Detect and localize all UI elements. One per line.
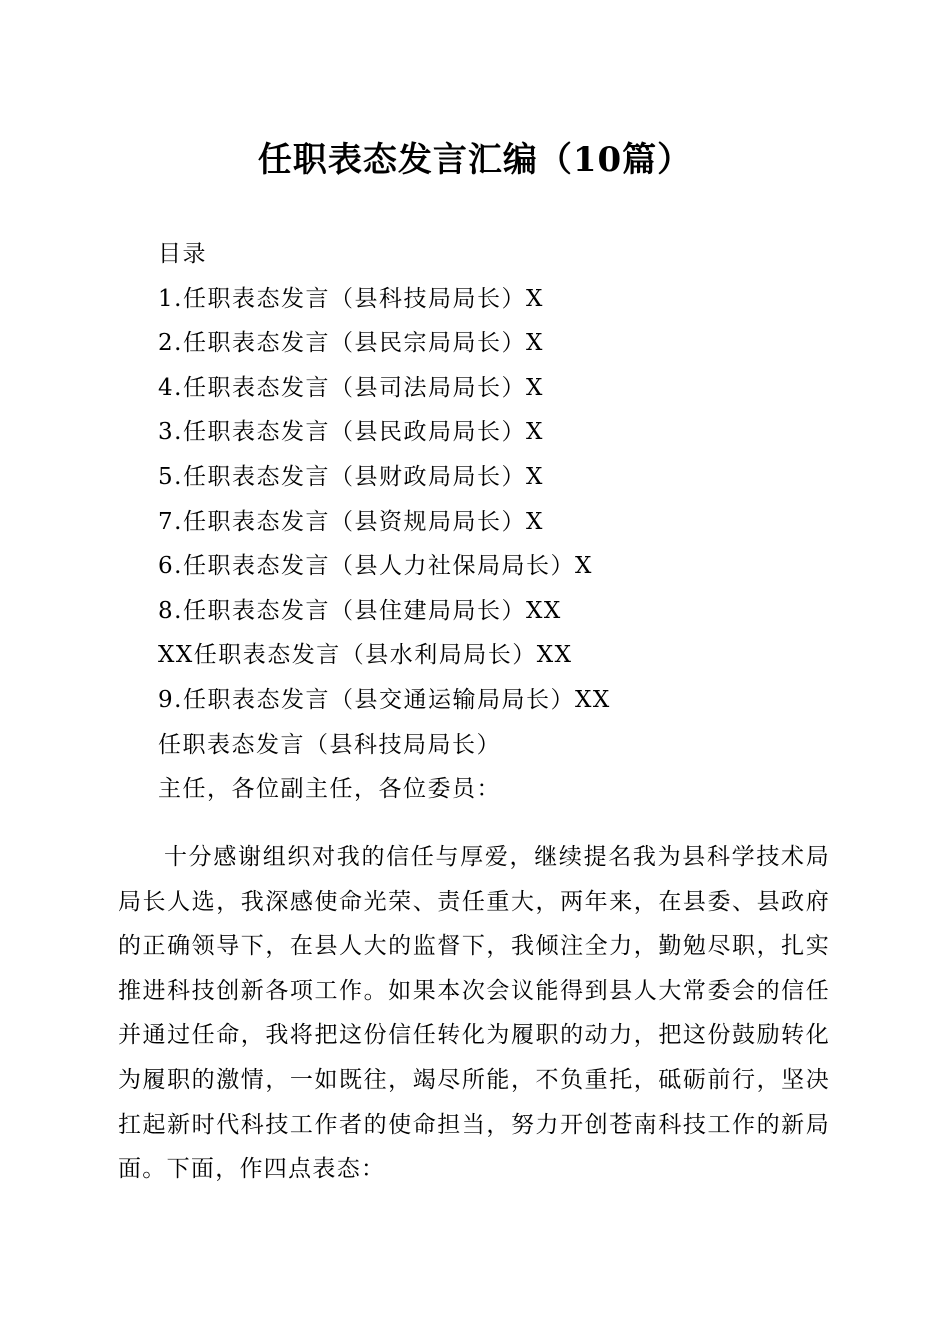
- document-title: 任职表态发言汇编（10篇）: [257, 140, 693, 180]
- toc-item: 8.任职表态发言（县住建局局长）XX: [158, 597, 562, 624]
- toc-item: 4.任职表态发言（县司法局局长）X: [158, 374, 544, 401]
- speech-title: 任职表态发言（县科技局局长）: [158, 731, 501, 758]
- toc-item: 2.任职表态发言（县民宗局局长）X: [158, 330, 544, 357]
- toc-item: 7.任职表态发言（县资规局局长）X: [158, 508, 544, 535]
- table-of-contents: [158, 232, 858, 812]
- toc-item: 3.任职表态发言（县民政局局长）X: [158, 419, 544, 446]
- body-paragraph: 十分感谢组织对我的信任与厚爱，继续提名我为县科学技术局局长人选，我深感使命光荣、责任重大，两年来，在县委、县政府的正确领导下，在县人大的监督下，我倾注全力，勤勉尽职，扎实推进科技创新各项工作。如果本次会议能得到县人大常委会的信任并通过任命，我将把这份信任转化为履职的动力，把这份鼓励转化为履职的激情，一如既往，竭尽所能，不负重托，砥砺前行，坚决扛起新时代科技工作者的使命担当，努力开创苍南科技工作的新局面。下面，作四点表态：: [118, 844, 830, 1183]
- salutation: 主任，各位副主任，各位委员：: [158, 776, 501, 803]
- toc-item: 6.任职表态发言（县人力社保局局长）X: [158, 553, 593, 580]
- toc-item: 9.任职表态发言（县交通运输局局长）XX: [158, 686, 611, 713]
- toc-item: 5.任职表态发言（县财政局局长）X: [158, 463, 544, 490]
- toc-item: 1.任职表态发言（县科技局局长）X: [158, 285, 544, 312]
- toc-heading: 目录: [158, 241, 207, 267]
- toc-item: XX任职表态发言（县水利局局长）XX: [158, 642, 573, 669]
